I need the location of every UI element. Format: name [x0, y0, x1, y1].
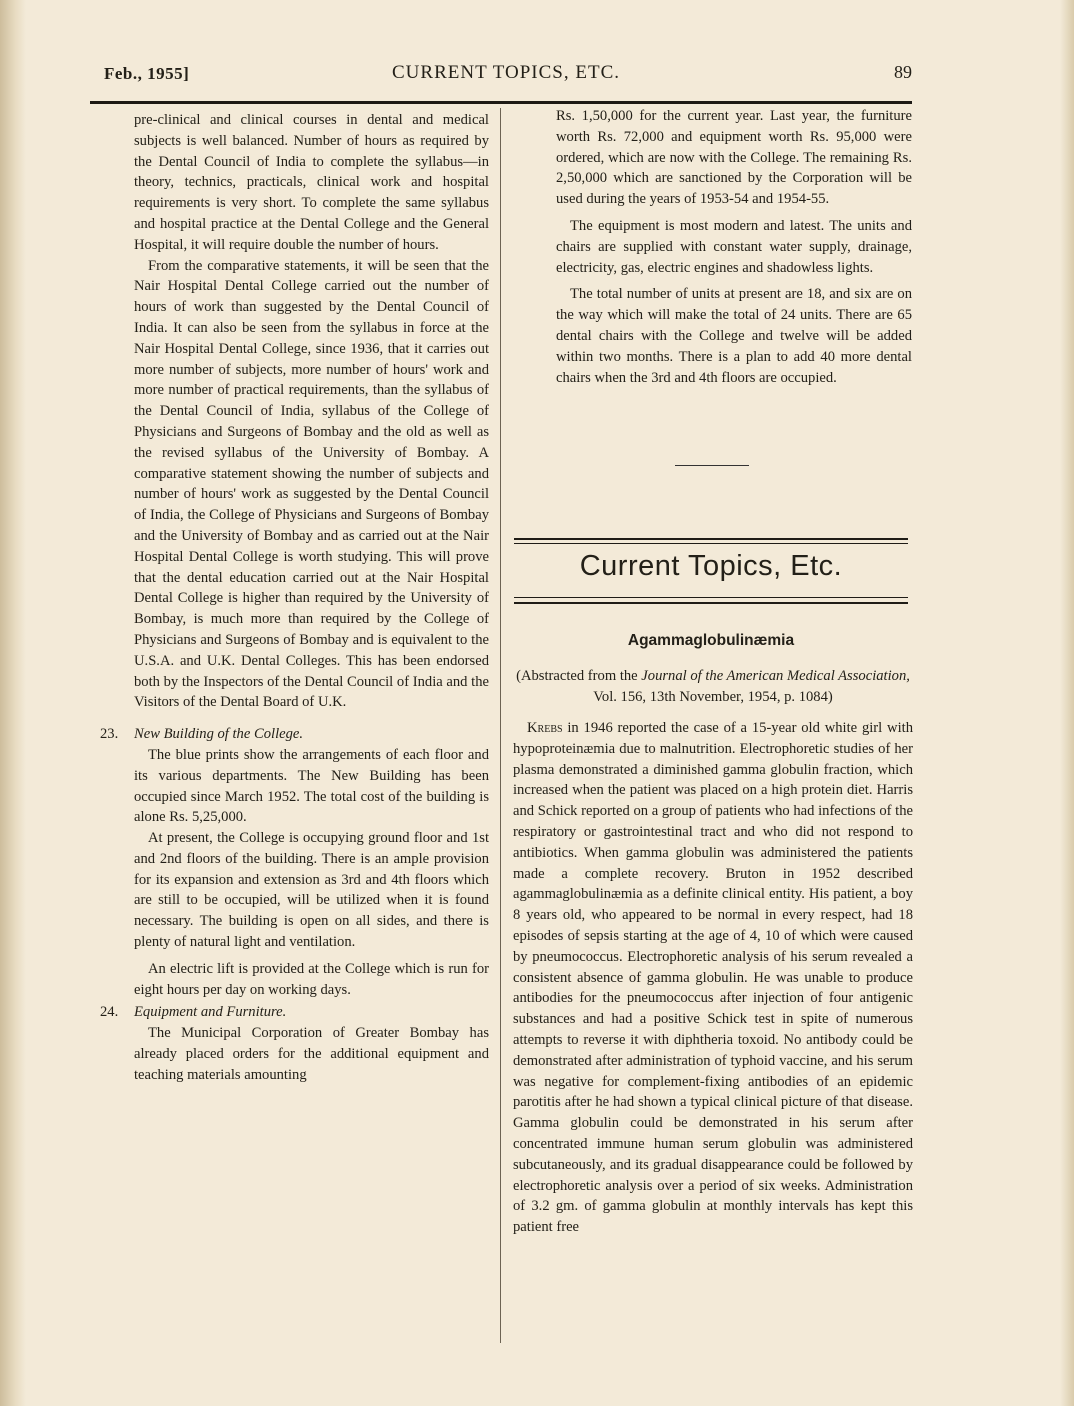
article-body	[513, 718, 913, 1238]
section-rule-bottom-thin	[514, 597, 908, 598]
section-rule-bottom	[514, 602, 908, 604]
abstract-note	[514, 666, 912, 708]
header-rule	[90, 101, 912, 104]
section-title: Current Topics, Etc.	[579, 550, 843, 582]
author-lead: Krebs	[527, 720, 563, 736]
section-rule-top-thin	[514, 543, 908, 544]
left-column	[100, 110, 489, 1086]
paragraph: The Municipal Corporation of Greater Bombay has already placed orders for the additional equipment and teaching materials amounting	[134, 1025, 489, 1083]
paragraph: The total number of units at present are 18, and six are on the way which will make the total of 24 units. There are 65 dental chairs with the College and twelve will be added within two months. There is a plan to add 40 more dental chairs when the 3rd and 4th floors are occupied.	[556, 286, 912, 386]
paragraph: At present, the College is occupying ground floor and 1st and 2nd floors of the building. There is an ample provision for its expansion and extension as 3rd and 4th floors which are still to be occupied, will be utilized when it is found necessary. The building is open on all sides, and there is plenty of natural light and ventilation.	[134, 830, 489, 951]
paragraph: in 1946 reported the case of a 15-year old white girl with hypoproteinæmia due to malnutrition. Electrophoretic studies of her plasma demonstrated a diminished gamma globulin fraction, which increased when the patient was placed on a high protein diet. Harris and Schick reported on a group of patients who had infections of the respiratory or gastrointestinal tract and who did not respond to antibiotics. When gamma globulin was administered the patients made a complete recovery. Bruton in 1952 described agammaglobulinæmia as a definite clinical entity. His patient, a boy 8 years old, who appeared to be normal in every respect, had 18 episodes of sepsis starting at the age of 4, 10 of which were caused by pneumococcus. Electrophoretic analysis of his serum revealed a consistent absence of gamma globulin. He was unable to produce antibodies for the pneumococcus after injection of four antigenic substances and had a positive Schick test in spite of numerous attempts to reverse it with diphtheria toxoid. No antibody could be demonstrated after administration of typhoid vaccine, and his serum was negative for complement-fixing antibodies of an epidemic parotitis after he had shown a typical clinical picture of that disease. Gamma globulin could be demonstrated in his serum after concentrated immune human serum globulin was administered subcutaneously, and its gradual disappearance could be followed by electrophoretic analysis over a period of six weeks. Administration of 3.2 gm. of gamma globulin at monthly intervals has kept this patient free	[513, 720, 913, 1236]
paragraph: The blue prints show the arrangements of each floor and its various departments. The New Building has been occupied since March 1952. The total cost of the building is alone Rs. 5,25,000.	[134, 746, 489, 826]
numbered-item-23	[100, 724, 489, 745]
item-number: 24.	[100, 1004, 119, 1021]
paragraph: pre-clinical and clinical courses in dental and medical subjects is well balanced. Number of hours as required by the Dental Council of India to complete the syllabus—in theory, technics, practicals, clinical work and hospital requirements is very short. To complete the same syllabus and hospital practice at the Dental College and the General Hospital, it will require double the number of hours.	[134, 112, 489, 253]
numbered-item-24	[100, 1002, 489, 1023]
page-number: 89	[894, 62, 912, 82]
paragraph: An electric lift is provided at the College which is run for eight hours per day on working days.	[134, 960, 489, 998]
header-running-title: CURRENT TOPICS, ETC.	[392, 62, 620, 83]
column-divider	[500, 108, 501, 1343]
header-date: Feb., 1955]	[104, 64, 190, 83]
journal-name: Journal of the American Medical Association,	[641, 668, 910, 684]
paragraph: From the comparative statements, it will be seen that the Nair Hospital Dental College carried out the number of hours of work than suggested by the Dental Council of India. It can also be seen from the syllabus in force at the Nair Hospital Dental College, since 1936, that it carries out more number of subjects, more number of hours' work and more number of practical requirements, than the syllabus of the Dental Council of India, syllabus of the College of Physicians and Surgeons of Bombay and the old as well as the revised syllabus of the University of Bombay. A comparative statement showing the number of subjects and number of hours' work as suggested by the Dental Council of India, the College of Physicians and Surgeons of Bombay and the University of Bombay and as carried out at the Nair Hospital Dental College is worth studying. This will prove that the dental education carried out at the Nair Hospital Dental College is higher than required by the University of Bombay, is much more than required by the College of Physicians and Surgeons of Bombay and is equivalent to the U.S.A. and U.K. Dental Colleges. This has been endorsed both by the Inspectors of the Dental Council of India and the Visitors of the Dental Board of U.K.	[134, 257, 489, 711]
paragraph: The equipment is most modern and latest. The units and chairs are supplied with constant water supply, drainage, electricity, gas, electric engines and shadowless lights.	[556, 217, 912, 276]
section-rule-top	[514, 538, 908, 540]
item-title: Equipment and Furniture.	[134, 1004, 287, 1021]
abstract-text: (Abstracted from the	[516, 668, 642, 684]
paragraph: Rs. 1,50,000 for the current year. Last year, the furniture worth Rs. 72,000 and equipment worth Rs. 95,000 were ordered, which are now with the College. The remaining Rs. 2,50,000 which are sanctioned by the Corporation will be used during the years of 1953-54 and 1954-55.	[556, 108, 912, 208]
right-column-top	[556, 106, 912, 388]
page-edge-shadow-left	[0, 0, 26, 1406]
item-number: 23.	[100, 726, 119, 743]
section-end-rule	[675, 465, 749, 466]
abstract-text: Vol. 156, 13th November, 1954, p. 1084)	[593, 688, 833, 705]
article-title: Agammaglobulinæmia	[627, 632, 795, 649]
running-head	[100, 62, 912, 92]
page-edge-shadow-right	[1060, 0, 1074, 1406]
item-title: New Building of the College.	[134, 726, 304, 743]
